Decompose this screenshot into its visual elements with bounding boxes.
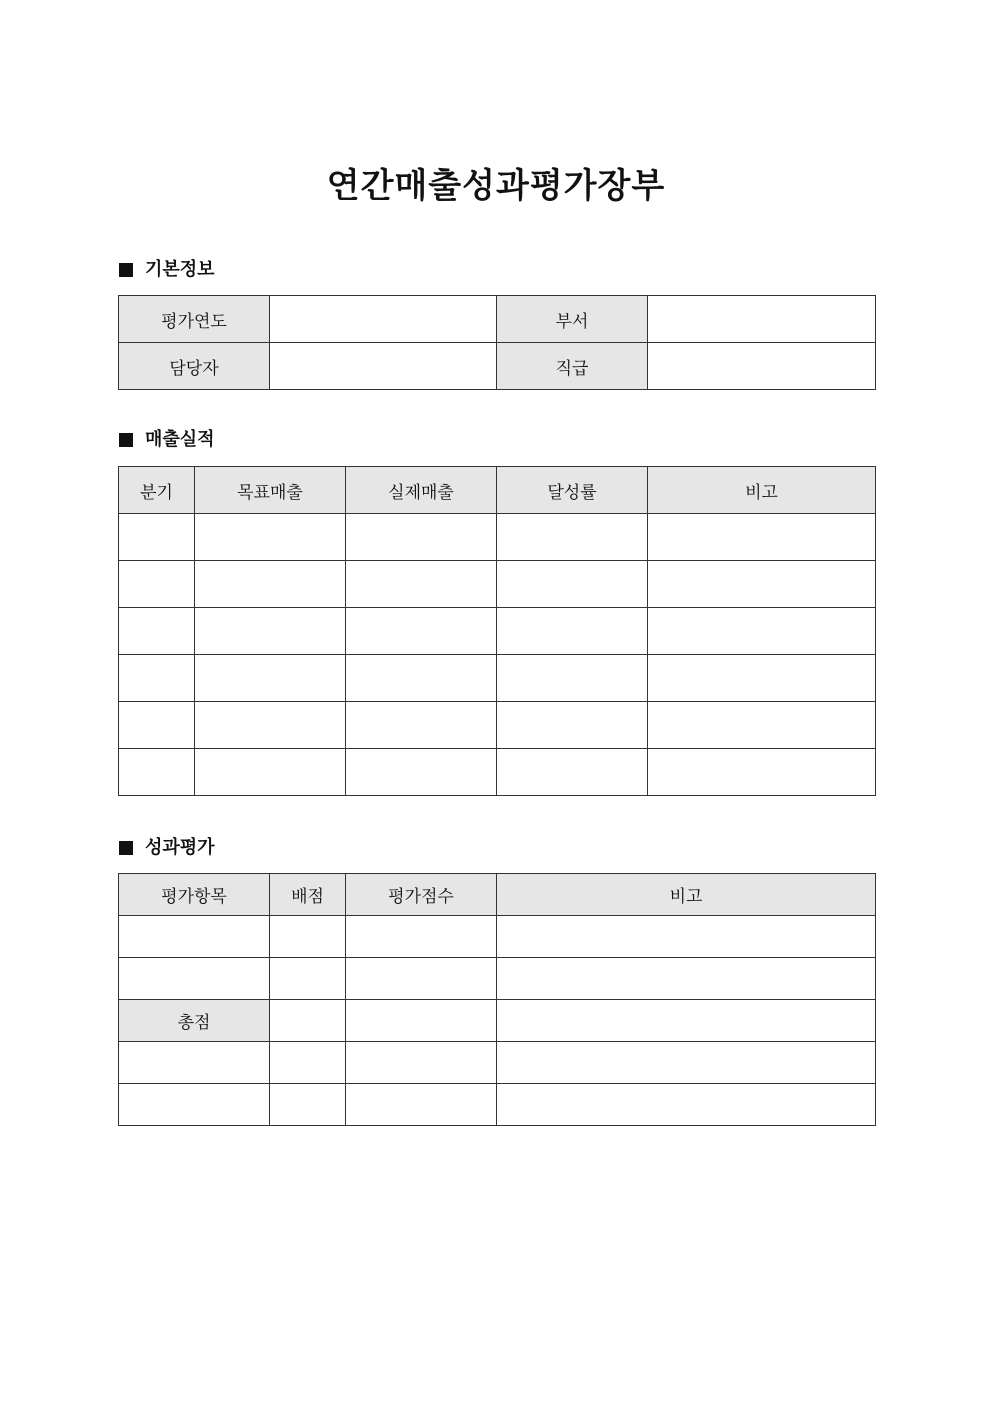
label-department: 부서 — [497, 296, 648, 343]
section-basic-info — [119, 258, 215, 282]
col-eval-item: 평가항목 — [119, 874, 270, 916]
col-eval-score: 평가점수 — [346, 874, 497, 916]
col-weight: 배점 — [270, 874, 346, 916]
table-row — [119, 958, 876, 1000]
table-cell[interactable] — [195, 608, 346, 655]
col-achievement-rate: 달성률 — [497, 467, 648, 514]
table-row — [119, 916, 876, 958]
table-cell[interactable] — [270, 958, 346, 1000]
table-cell[interactable] — [648, 561, 876, 608]
table-row — [119, 296, 876, 343]
table-row — [119, 608, 876, 655]
section-heading: 성과평가 — [145, 837, 215, 858]
table-cell[interactable] — [119, 702, 195, 749]
table-cell[interactable] — [119, 958, 270, 1000]
table-cell[interactable] — [648, 608, 876, 655]
table-cell[interactable] — [497, 655, 648, 702]
section-sales — [119, 428, 215, 452]
table-cell[interactable] — [270, 1042, 346, 1084]
table-row — [119, 561, 876, 608]
table-cell[interactable] — [346, 608, 497, 655]
table-cell[interactable] — [270, 1084, 346, 1126]
table-row — [119, 514, 876, 561]
table-cell[interactable] — [119, 1084, 270, 1126]
col-remarks: 비고 — [648, 467, 876, 514]
label-manager: 담당자 — [119, 343, 270, 390]
section-heading: 기본정보 — [145, 259, 215, 280]
department-field[interactable] — [648, 296, 876, 343]
table-cell[interactable] — [119, 655, 195, 702]
table-cell[interactable] — [648, 702, 876, 749]
table-cell[interactable] — [648, 514, 876, 561]
table-row — [119, 1084, 876, 1126]
table-row — [119, 655, 876, 702]
table-cell[interactable] — [119, 514, 195, 561]
table-cell[interactable] — [270, 916, 346, 958]
table-cell[interactable] — [195, 749, 346, 796]
table-cell[interactable] — [497, 1084, 876, 1126]
col-actual-sales: 실제매출 — [346, 467, 497, 514]
table-cell[interactable] — [195, 655, 346, 702]
table-cell[interactable] — [119, 608, 195, 655]
table-cell[interactable] — [497, 749, 648, 796]
table-cell[interactable] — [119, 1042, 270, 1084]
table-cell[interactable] — [270, 1000, 346, 1042]
table-header-row — [119, 467, 876, 514]
table-cell[interactable] — [497, 1000, 876, 1042]
table-cell[interactable] — [119, 749, 195, 796]
table-cell[interactable] — [648, 655, 876, 702]
bullet-square-icon — [119, 841, 133, 855]
position-field[interactable] — [648, 343, 876, 390]
table-cell[interactable] — [497, 916, 876, 958]
table-cell[interactable] — [195, 702, 346, 749]
table-cell[interactable] — [648, 749, 876, 796]
table-cell[interactable] — [497, 958, 876, 1000]
manager-field[interactable] — [270, 343, 497, 390]
bullet-square-icon — [119, 263, 133, 277]
table-cell[interactable] — [346, 1042, 497, 1084]
col-quarter: 분기 — [119, 467, 195, 514]
table-row — [119, 1042, 876, 1084]
col-target-sales: 목표매출 — [195, 467, 346, 514]
table-cell[interactable] — [346, 702, 497, 749]
table-cell[interactable] — [119, 916, 270, 958]
table-row — [119, 749, 876, 796]
table-cell[interactable] — [346, 1084, 497, 1126]
total-label: 총점 — [119, 1000, 270, 1042]
table-cell[interactable] — [346, 514, 497, 561]
label-eval-year: 평가연도 — [119, 296, 270, 343]
eval-year-field[interactable] — [270, 296, 497, 343]
basic-info-table — [118, 295, 876, 390]
table-row — [119, 343, 876, 390]
table-cell[interactable] — [497, 702, 648, 749]
table-header-row — [119, 874, 876, 916]
label-position: 직급 — [497, 343, 648, 390]
table-cell[interactable] — [497, 608, 648, 655]
table-cell[interactable] — [346, 1000, 497, 1042]
table-cell[interactable] — [497, 1042, 876, 1084]
bullet-square-icon — [119, 433, 133, 447]
sales-table — [118, 466, 876, 796]
table-cell[interactable] — [346, 655, 497, 702]
evaluation-table — [118, 873, 876, 1126]
table-cell[interactable] — [497, 514, 648, 561]
table-cell[interactable] — [346, 749, 497, 796]
table-cell[interactable] — [346, 916, 497, 958]
table-cell[interactable] — [119, 561, 195, 608]
table-cell[interactable] — [346, 958, 497, 1000]
table-cell[interactable] — [195, 514, 346, 561]
table-cell[interactable] — [195, 561, 346, 608]
document-title: 연간매출성과평가장부 — [326, 166, 666, 206]
table-row-total — [119, 1000, 876, 1042]
section-evaluation — [119, 836, 215, 860]
col-remarks: 비고 — [497, 874, 876, 916]
table-cell[interactable] — [346, 561, 497, 608]
section-heading: 매출실적 — [145, 429, 215, 450]
table-row — [119, 702, 876, 749]
table-cell[interactable] — [497, 561, 648, 608]
